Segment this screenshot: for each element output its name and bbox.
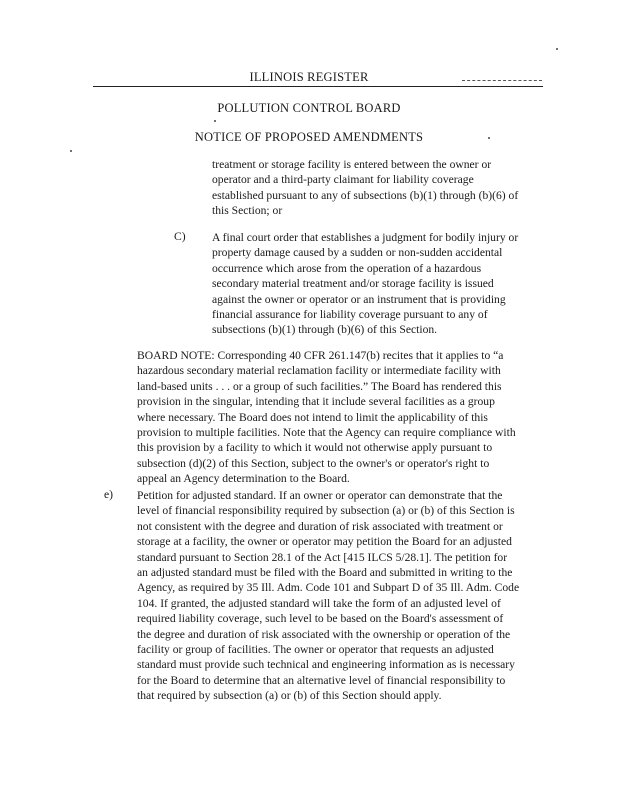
- text-line: the degree and duration of risk associated with the ownership or operation of the: [137, 627, 511, 641]
- text-line: BOARD NOTE: Corresponding 40 CFR 261.147(b) recites that it applies to “a: [137, 349, 504, 362]
- text-line: standard pursuant to Section 28.1 of the Act [415 ILCS 5/28.1]. The petition for: [137, 550, 508, 564]
- text-line: A final court order that establishes a judgment for bodily injury or: [212, 231, 519, 244]
- text-line: secondary material treatment and/or storage facility is issued: [212, 277, 494, 291]
- scan-dash-mark: [462, 80, 542, 81]
- text-line: required liability coverage, such level to be based on the Board's assessment of: [137, 612, 504, 626]
- text-line: subsection (d)(2) of this Section, subject to the owner's or operator's right to: [137, 456, 490, 470]
- notice-heading: NOTICE OF PROPOSED AMENDMENTS: [194, 130, 424, 144]
- agency-heading: POLLUTION CONTROL BOARD: [217, 101, 401, 115]
- text-line: level of financial responsibility required by subsection (a) or (b) of this Section is: [137, 504, 515, 518]
- board-note-paragraph: [137, 348, 516, 487]
- item-c-paragraph: [212, 230, 518, 338]
- text-line: provision in the singular, intending that it include several facilities as a group: [137, 395, 495, 409]
- text-line: 104. If granted, the adjusted standard will take the form of an adjusted level of: [137, 596, 501, 610]
- text-line: land-based units . . . or a group of such facilities.” The Board has rendered this: [137, 379, 502, 393]
- item-c-label: C): [174, 230, 186, 243]
- text-line: appeal an Agency determination to the Board.: [137, 472, 350, 486]
- text-line: hazardous secondary material reclamation facility or intermediate facility with: [137, 364, 501, 378]
- text-line: occurrence which arose from the operation of a hazardous: [212, 261, 482, 275]
- text-line: property damage caused by a sudden or non-sudden accidental: [212, 246, 503, 260]
- text-line: financial assurance for liability coverage pursuant to any of: [212, 308, 488, 322]
- text-line: treatment or storage facility is entered between the owner or: [212, 158, 492, 171]
- text-line: facility or group of facilities. The owner or operator that requests an adjusted: [137, 643, 494, 657]
- header-rule: [93, 86, 543, 87]
- text-line: this Section; or: [212, 204, 283, 218]
- scan-speck: [214, 120, 216, 122]
- text-line: an adjusted standard must be filed with the Board and submitted in writing to the: [137, 566, 513, 580]
- item-e-paragraph: [137, 488, 519, 704]
- text-line: that required by subsection (a) or (b) of this Section should apply.: [137, 689, 442, 703]
- text-line: subsections (b)(1) through (b)(6) of this Section.: [212, 323, 438, 337]
- text-line: Agency, as required by 35 Ill. Adm. Code 101 and Subpart D of 35 Ill. Adm. Code: [137, 581, 520, 595]
- text-line: standard must provide such technical and engineering information as is necessary: [137, 658, 515, 672]
- text-line: this provision by a facility to which it would not otherwise apply pursuant to: [137, 441, 493, 455]
- text-line: for the Board to determine that an alternative level of financial responsibility to: [137, 673, 506, 687]
- item-e-label: e): [104, 488, 114, 501]
- text-line: Petition for adjusted standard. If an owner or operator can demonstrate that the: [137, 489, 503, 502]
- scan-speck: [556, 48, 558, 50]
- text-line: against the owner or operator or an instrument that is providing: [212, 292, 506, 306]
- text-line: established pursuant to any of subsections (b)(1) through (b)(6) of: [212, 188, 519, 202]
- text-line: where necessary. The Board does not intend to limit the applicability of this: [137, 410, 488, 424]
- text-line: provision to multiple facilities. Note that the Agency can require compliance with: [137, 426, 516, 440]
- continuation-paragraph: [212, 157, 518, 219]
- text-line: storage at a facility, the owner or operator may petition the Board for an adjusted: [137, 535, 512, 549]
- scan-speck: [70, 150, 72, 152]
- text-line: not consistent with the degree and duration of risk associated with treatment or: [137, 519, 503, 533]
- text-line: operator and a third-party claimant for liability coverage: [212, 173, 474, 187]
- register-title: ILLINOIS REGISTER: [249, 70, 369, 84]
